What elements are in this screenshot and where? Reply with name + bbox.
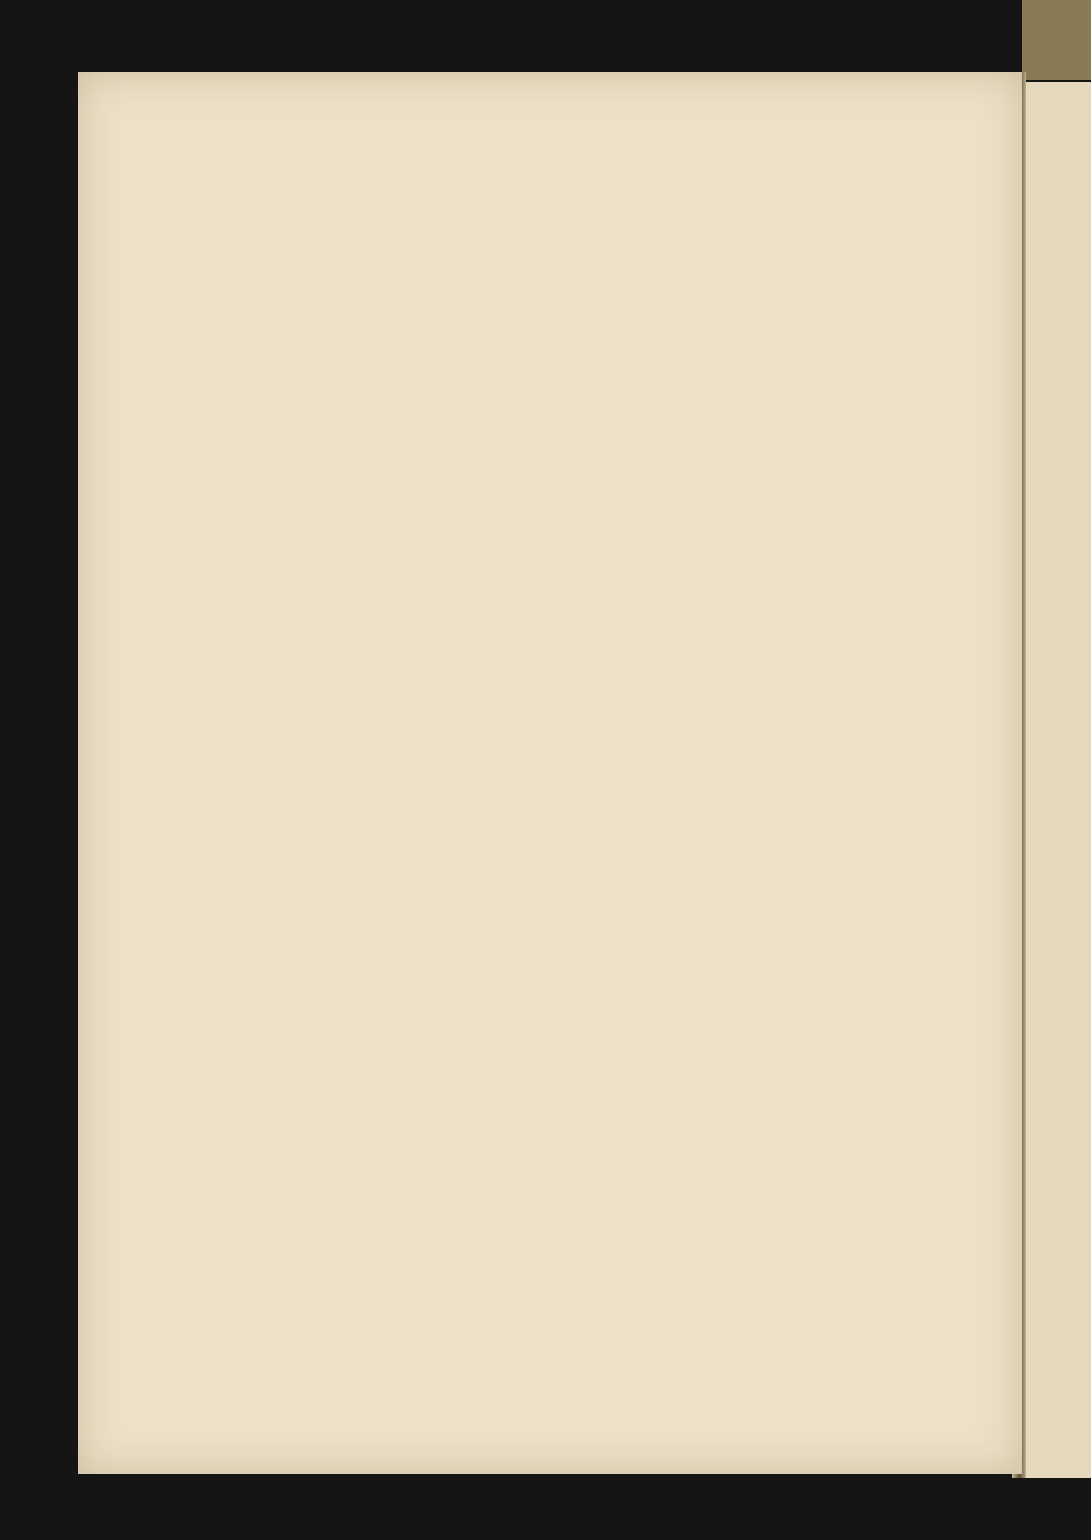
- background-strip: [1022, 0, 1091, 80]
- document-page: [78, 72, 1022, 1474]
- facing-page: [1022, 82, 1091, 1478]
